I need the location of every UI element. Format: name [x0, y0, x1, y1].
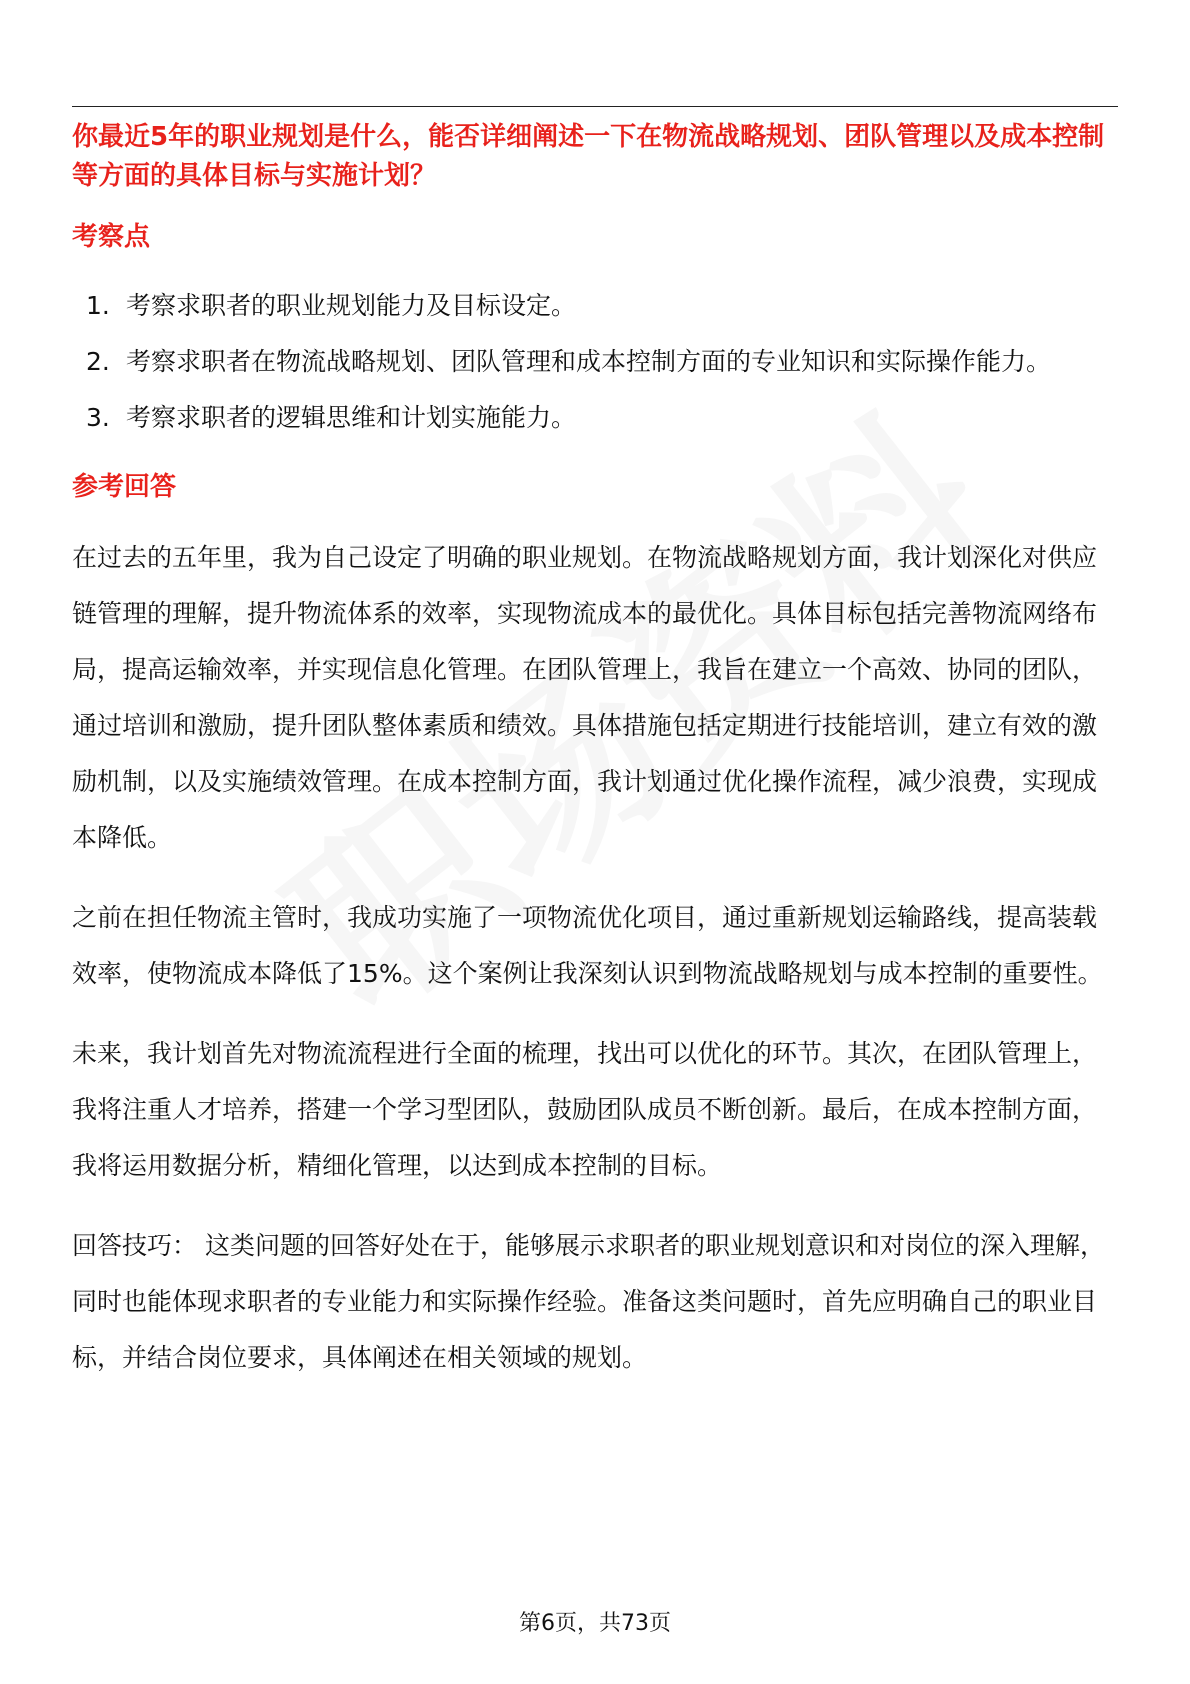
answer-paragraph: 未来，我计划首先对物流流程进行全面的梳理，找出可以优化的环节。其次，在团队管理上，我将注重人才培养，搭建一个学习型团队，鼓励团队成员不断创新。最后，在成本控制方面，我将运用数据分析，精细化管理，以达到成本控制的目标。 — [72, 1039, 1098, 1180]
list-text: 考察求职者在物流战略规划、团队管理和成本控制方面的专业知识和实际操作能力。 — [126, 347, 1052, 376]
list-number: 1. — [86, 291, 110, 320]
exam-points-list — [72, 278, 1118, 446]
list-text: 考察求职者的逻辑思维和计划实施能力。 — [126, 403, 577, 432]
list-item — [72, 390, 1118, 446]
answer-paragraph: 之前在担任物流主管时，我成功实施了一项物流优化项目，通过重新规划运输路线，提高装载效率，使物流成本降低了15%。这个案例让我深刻认识到物流战略规划与成本控制的重要性。 — [72, 903, 1103, 988]
exam-points-title: 考察点 — [72, 222, 151, 252]
list-number: 2. — [86, 347, 110, 376]
question-heading: 你最近5年的职业规划是什么，能否详细阐述一下在物流战略规划、团队管理以及成本控制等方面的具体目标与实施计划？ — [72, 122, 1105, 191]
list-text: 考察求职者的职业规划能力及目标设定。 — [126, 291, 577, 320]
list-number: 3. — [86, 403, 110, 432]
list-item — [72, 278, 1118, 334]
page-number: 第6页，共73页 — [519, 1611, 671, 1636]
content — [72, 118, 1118, 1386]
answer-tips-paragraph: 回答技巧： 这类问题的回答好处在于，能够展示求职者的职业规划意识和对岗位的深入理解，同时也能体现求职者的专业能力和实际操作经验。准备这类问题时，首先应明确自己的职业目标，并结合岗位要求，具体阐述在相关领域的规划。 — [72, 1231, 1105, 1372]
answer-title: 参考回答 — [72, 472, 177, 502]
header-rule — [72, 106, 1118, 107]
list-item — [72, 334, 1118, 390]
answer-paragraph: 在过去的五年里，我为自己设定了明确的职业规划。在物流战略规划方面，我计划深化对供应链管理的理解，提升物流体系的效率，实现物流成本的最优化。具体目标包括完善物流网络布局，提高运输效率，并实现信息化管理。在团队管理上，我旨在建立一个高效、协同的团队，通过培训和激励，提升团队整体素质和绩效。具体措施包括定期进行技能培训，建立有效的激励机制，以及实施绩效管理。在成本控制方面，我计划通过优化操作流程，减少浪费，实现成本降低。 — [72, 543, 1098, 852]
